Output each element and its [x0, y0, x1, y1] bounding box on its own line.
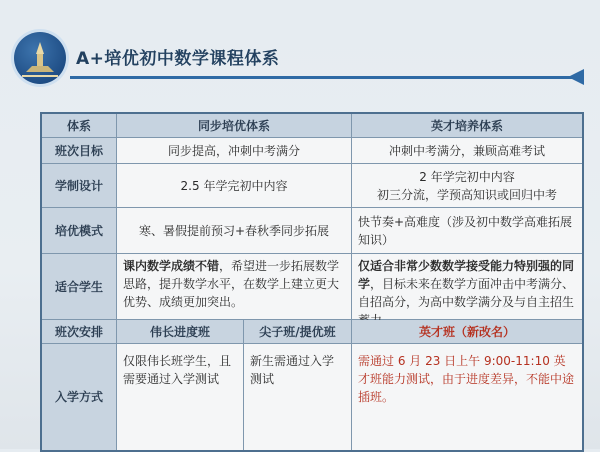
class-top: 尖子班/提优班 — [244, 320, 352, 344]
row-label-goal: 班次目标 — [42, 138, 117, 164]
students-sync — [117, 254, 352, 320]
row-label-classes: 班次安排 — [42, 320, 117, 344]
title-underline — [70, 76, 582, 79]
students-elite-text: ，目标未来在数学方面冲击中考满分、自招高分，为高中数学满分及与自主招生 — [358, 277, 575, 309]
class-weichang: 伟长进度班 — [117, 320, 244, 344]
course-system-table — [40, 112, 584, 452]
mode-sync: 寒、暑假提前预习+春秋季同步拓展 — [117, 208, 352, 254]
goal-elite: 冲刺中考满分，兼顾高难考试 — [352, 138, 582, 164]
class-elite: 英才班（新改名） — [352, 320, 582, 344]
students-elite-highlight: 仅适合非常少数数学接受能力特别强的同学 — [358, 259, 575, 291]
header-sync-system: 同步培优体系 — [117, 114, 352, 138]
goal-sync: 同步提高，冲刺中考满分 — [117, 138, 352, 164]
page-title: A+培优初中数学课程体系 — [76, 49, 280, 69]
students-sync-text: ，希望进一步拓展数学思路，提升数学水平，在数学上建立更大优势、成绩更加突出。 — [123, 259, 340, 309]
row-label-admission: 入学方式 — [42, 344, 117, 450]
admission-weichang: 仅限伟长班学生，且需要通过入学测试 — [117, 344, 244, 450]
schooling-elite — [352, 164, 582, 208]
admission-elite: 需通过 6 月 23 日上午 9:00-11:10 英才班能力测试，由于进度差异，不能中途插班。 — [352, 344, 582, 450]
admission-top: 新生需通过入学测试 — [244, 344, 352, 450]
schooling-elite-line2: 初三分流，学预高知识或回归中考 — [376, 187, 557, 202]
header-elite-system: 英才培养体系 — [352, 114, 582, 138]
mode-elite: 快节奏+高难度（涉及初中数学高难拓展知识） — [352, 208, 582, 254]
students-elite — [352, 254, 582, 320]
row-label-schooling: 学制设计 — [42, 164, 117, 208]
students-sync-highlight: 课内数学成绩不错 — [123, 259, 220, 273]
header-system: 体系 — [42, 114, 117, 138]
row-label-students: 适合学生 — [42, 254, 117, 320]
tower-icon — [14, 32, 66, 84]
schooling-sync: 2.5 年学完初中内容 — [117, 164, 352, 208]
logo — [14, 32, 66, 84]
schooling-elite-line1: 2 年学完初中内容 — [419, 169, 515, 184]
title-arrow-icon — [568, 69, 584, 85]
row-label-mode: 培优模式 — [42, 208, 117, 254]
